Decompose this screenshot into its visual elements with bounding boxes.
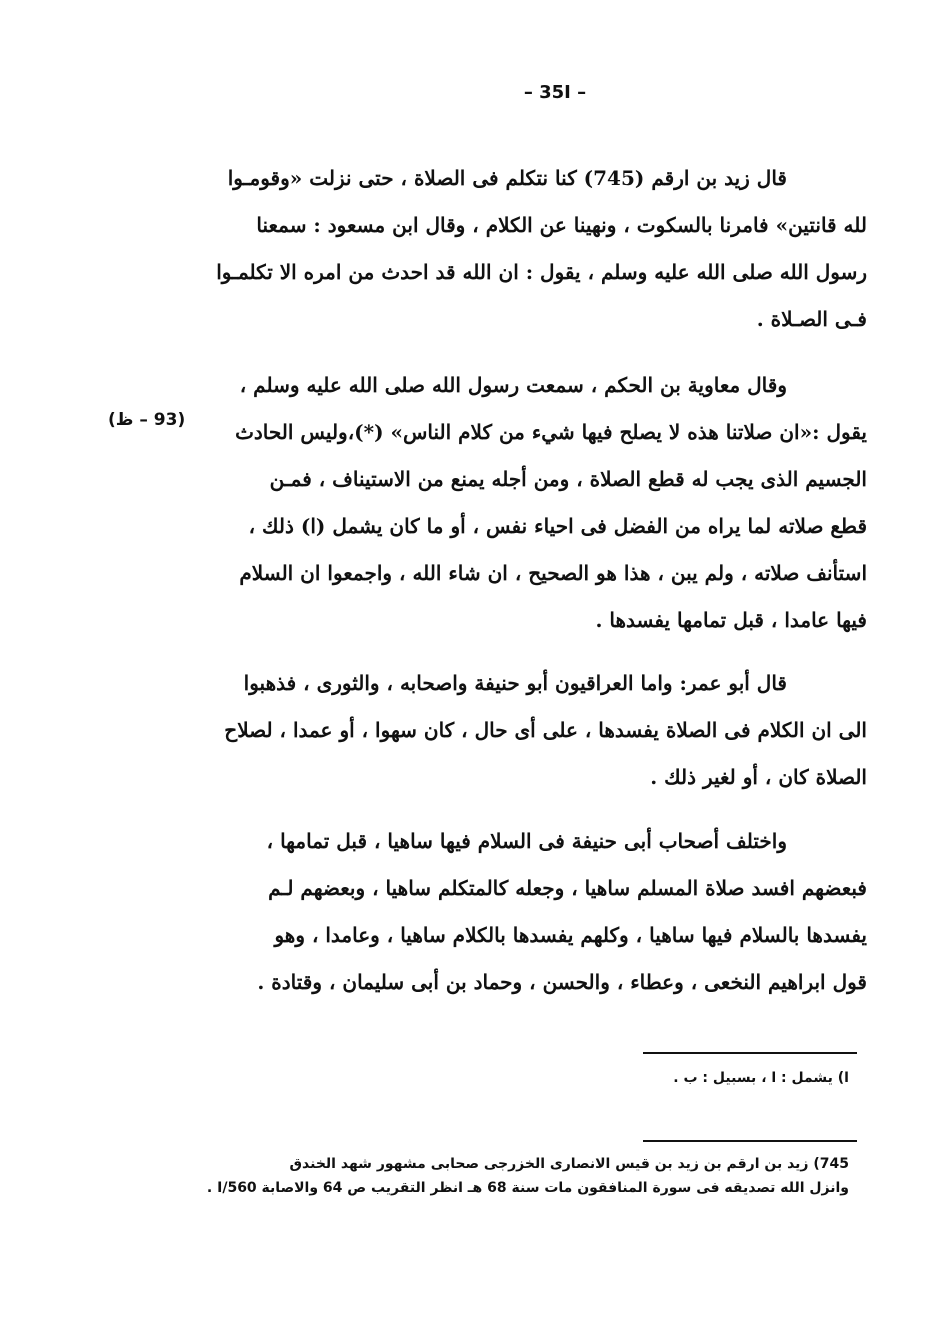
- footnote-biography: [207, 1152, 849, 1200]
- paragraph-3: [207, 660, 867, 801]
- text-line: الى ان الكلام فى الصلاة يفسدها ، على أى حال ، كان سهوا ، أو عمدا ، لصلاح: [224, 718, 867, 742]
- text-line: فـى الصـلاة .: [756, 307, 867, 331]
- footnote-line: 745) زيد بن ارقم بن زيد بن قيس الانصارى الخزرجى صحابى مشهور شهد الخندق: [289, 1156, 849, 1172]
- margin-note: (93 – ظ): [108, 410, 186, 430]
- text-line: استأنف صلاته ، ولم يبن ، هذا هو الصحيح ، ان شاء الله ، واجمعوا ان السلام: [239, 561, 867, 585]
- text-line: قال زيد بن ارقم (745) كنا نتكلم فى الصلاة ، حتى نزلت «وقومـوا: [227, 166, 787, 190]
- text-line: قال أبو عمر: واما العراقيون أبو حنيفة واصحابه ، والثورى ، فذهبوا: [243, 671, 787, 695]
- text-line: قطع صلاته لما يراه من الفضل فى احياء نفس ، أو ما كان يشمل (ا) ذلك ،: [248, 514, 867, 538]
- text-line: الجسيم الذى يجب له قطع الصلاة ، ومن أجله يمنع من الاستيناف ، فمـن: [269, 467, 867, 491]
- text-line: قول ابراهيم النخعى ، وعطاء ، والحسن ، وحماد بن أبى سليمان ، وقتادة .: [257, 970, 867, 994]
- text-line: فيها عامدا ، قبل تمامها يفسدها .: [595, 608, 867, 632]
- page-number: – 35I –: [523, 82, 587, 103]
- footnote-divider: [643, 1052, 857, 1054]
- footnote-line: ا) يشمل : ا ، بسبيل : ب .: [673, 1070, 849, 1086]
- footnote-divider: [643, 1140, 857, 1142]
- text-line: وقال معاوية بن الحكم ، سمعت رسول الله صلى الله عليه وسلم ،: [239, 373, 787, 397]
- paragraph-2: [207, 362, 867, 644]
- footnote-variant: [673, 1066, 849, 1090]
- text-line: يفسدها بالسلام فيها ساهيا ، وكلهم يفسدها بالكلام ساهيا ، وعامدا ، وهو: [274, 923, 867, 947]
- footnote-line: وانزل الله تصديقه فى سورة المنافقون مات سنة 68 هـ انظر التقريب ص 64 والاصابة 560/I .: [206, 1180, 849, 1196]
- text-line: يقول :«ان صلاتنا هذه لا يصلح فيها شيء من كلام الناس» (*)،وليس الحادث: [235, 420, 867, 444]
- text-line: الصلاة كان ، أو لغير ذلك .: [650, 765, 867, 789]
- text-line: لله قانتين» فامرنا بالسكوت ، ونهينا عن الكلام ، وقال ابن مسعود : سمعنا: [256, 213, 867, 237]
- paragraph-1: [207, 155, 867, 343]
- text-line: واختلف أصحاب أبى حنيفة فى السلام فيها ساهيا ، قبل تمامها ،: [266, 829, 787, 853]
- text-line: فبعضهم افسد صلاة المسلم ساهيا ، وجعله كالمتكلم ساهيا ، وبعضهم لـم: [268, 876, 867, 900]
- text-line: رسول الله صلى الله عليه وسلم ، يقول : ان الله قد احدث من امره الا تكلمـوا: [216, 260, 867, 284]
- paragraph-4: [207, 818, 867, 1006]
